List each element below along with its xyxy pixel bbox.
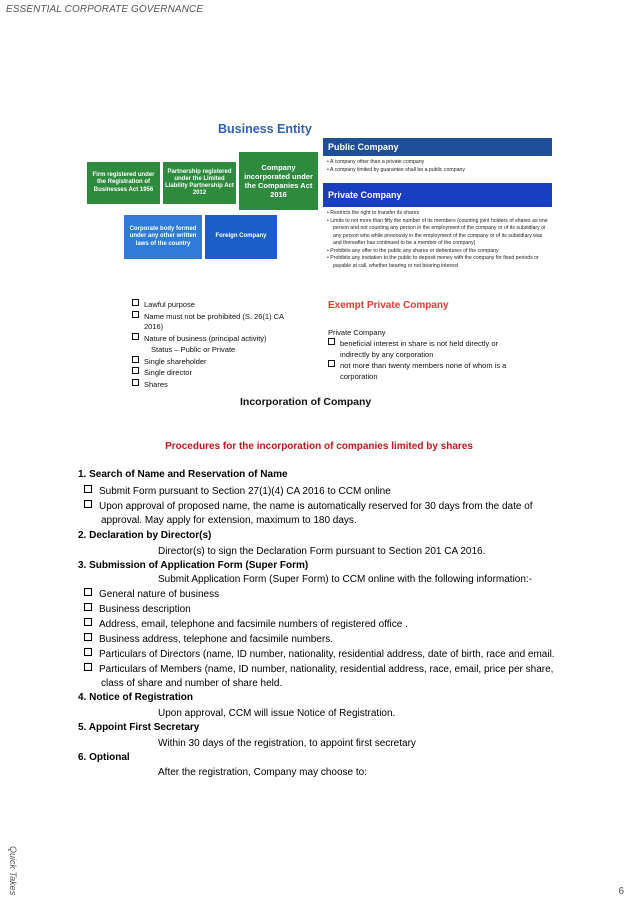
section-text: Upon approval, CCM will issue Notice of Registration. bbox=[158, 708, 396, 719]
exempt-label: Private Company bbox=[328, 328, 386, 337]
checkbox-icon bbox=[84, 633, 92, 641]
list-item: Nature of business (principal activity) bbox=[132, 333, 332, 345]
public-company-heading: Public Company bbox=[323, 138, 552, 156]
list-item: beneficial interest in share is not held directly or bbox=[328, 338, 528, 350]
list-item: Address, email, telephone and facsimile numbers of registered office . bbox=[84, 618, 408, 631]
list-item-continuation: corporation bbox=[340, 371, 378, 381]
list-item: • Prohibits any offer to the public any shares or debentures of the company bbox=[327, 247, 499, 254]
entity-box-foreign-company: Foreign Company bbox=[205, 215, 277, 259]
side-label: Quick Takes bbox=[8, 846, 18, 896]
checkbox-icon bbox=[132, 299, 139, 306]
checkbox-icon bbox=[84, 663, 92, 671]
exempt-conditions bbox=[328, 338, 528, 383]
list-item: Single shareholder bbox=[132, 356, 332, 368]
checkbox-icon bbox=[84, 485, 92, 493]
section-text: After the registration, Company may choose to: bbox=[158, 767, 367, 778]
diagram-caption: Incorporation of Company bbox=[240, 396, 372, 408]
list-item: Shares bbox=[132, 379, 332, 391]
entity-box-company: Company incorporated under the Companies Act 2016 bbox=[239, 152, 318, 210]
list-item: • Restricts the right to transfer its shares bbox=[327, 210, 420, 216]
section-heading: 4. Notice of Registration bbox=[78, 692, 194, 703]
list-item-continuation: class of share and number of share held. bbox=[101, 678, 283, 689]
list-item: • Prohibits any invitation to the public to deposit money with the company for fixed periods or payable at call, whether bearing or not bearing interest bbox=[327, 255, 539, 269]
diagram-title: Business Entity bbox=[218, 122, 312, 136]
section-heading: 6. Optional bbox=[78, 752, 130, 763]
list-item: General nature of business bbox=[84, 588, 219, 601]
checkbox-icon bbox=[84, 618, 92, 626]
list-item: • A company limited by guarantee shall be a public company bbox=[327, 166, 465, 173]
checkbox-icon bbox=[84, 588, 92, 596]
section-heading: 3. Submission of Application Form (Super Form) bbox=[78, 560, 309, 571]
checkbox-icon bbox=[132, 379, 139, 386]
exempt-private-company-heading: Exempt Private Company bbox=[328, 300, 449, 311]
section-heading: 5. Appoint First Secretary bbox=[78, 722, 200, 733]
list-item-continuation: Status – Public or Private bbox=[151, 344, 236, 354]
checkbox-icon bbox=[132, 311, 139, 318]
list-item-continuation: 2016) bbox=[144, 322, 164, 332]
entity-box-firm: Firm registered under the Registration of Businesses Act 1956 bbox=[87, 162, 160, 204]
list-item: Particulars of Directors (name, ID number, nationality, residential address, date of birth, race and email. bbox=[84, 648, 555, 661]
procedures-title: Procedures for the incorporation of companies limited by shares bbox=[165, 441, 473, 452]
list-item: Upon approval of proposed name, the name is automatically reserved for 30 days from the date of bbox=[84, 500, 533, 513]
checkbox-icon bbox=[84, 500, 92, 508]
checkbox-icon bbox=[132, 356, 139, 363]
section-heading: 2. Declaration by Director(s) bbox=[78, 530, 212, 541]
list-item: Business description bbox=[84, 603, 191, 616]
private-company-points bbox=[327, 210, 552, 270]
section-heading: 1. Search of Name and Reservation of Name bbox=[78, 469, 288, 480]
list-item: Single director bbox=[132, 367, 332, 379]
section-text: Director(s) to sign the Declaration Form pursuant to Section 201 CA 2016. bbox=[158, 546, 486, 557]
running-header: ESSENTIAL CORPORATE GOVERNANCE bbox=[6, 4, 204, 15]
checkbox-icon bbox=[84, 648, 92, 656]
private-company-heading: Private Company bbox=[323, 183, 552, 207]
list-item-continuation: indirectly by any corporation bbox=[340, 349, 434, 359]
checkbox-icon bbox=[132, 333, 139, 340]
checkbox-icon bbox=[328, 338, 335, 345]
list-item: not more than twenty members none of whom is a bbox=[328, 360, 528, 372]
list-item: Lawful purpose bbox=[132, 299, 332, 311]
checkbox-icon bbox=[132, 367, 139, 374]
list-item: Name must not be prohibited (S. 26(1) CA bbox=[132, 311, 332, 323]
list-item: Business address, telephone and facsimile numbers. bbox=[84, 633, 333, 646]
list-item: • A company other than a private company bbox=[327, 159, 425, 165]
section-text: Submit Application Form (Super Form) to CCM online with the following information:- bbox=[158, 574, 533, 585]
page-number: 6 bbox=[618, 886, 624, 897]
requirements-list bbox=[132, 299, 332, 391]
list-item: • Limits to not more than fifty the number of its members (counting joint holders of shares as one person and not counting any person in the employment of the company or of its subsidiary or any person who while previously in the employment of the company or of its subsidiary was and thereafter has continued to be a member of the company) bbox=[327, 217, 548, 247]
public-company-points bbox=[327, 159, 552, 174]
checkbox-icon bbox=[328, 360, 335, 367]
list-item: Particulars of Members (name, ID number, nationality, residential address, race, email, price per share, bbox=[84, 663, 553, 676]
entity-box-partnership: Partnership registered under the Limited Liability Partnership Act 2012 bbox=[163, 162, 236, 204]
section-text: Within 30 days of the registration, to appoint first secretary bbox=[158, 738, 416, 749]
list-item: Submit Form pursuant to Section 27(1)(4) CA 2016 to CCM online bbox=[84, 485, 391, 498]
checkbox-icon bbox=[84, 603, 92, 611]
list-item-continuation: approval. May apply for extension, maximum to 180 days. bbox=[101, 515, 357, 526]
entity-box-corporate-body: Corporate body formed under any other written laws of the country bbox=[124, 215, 202, 259]
